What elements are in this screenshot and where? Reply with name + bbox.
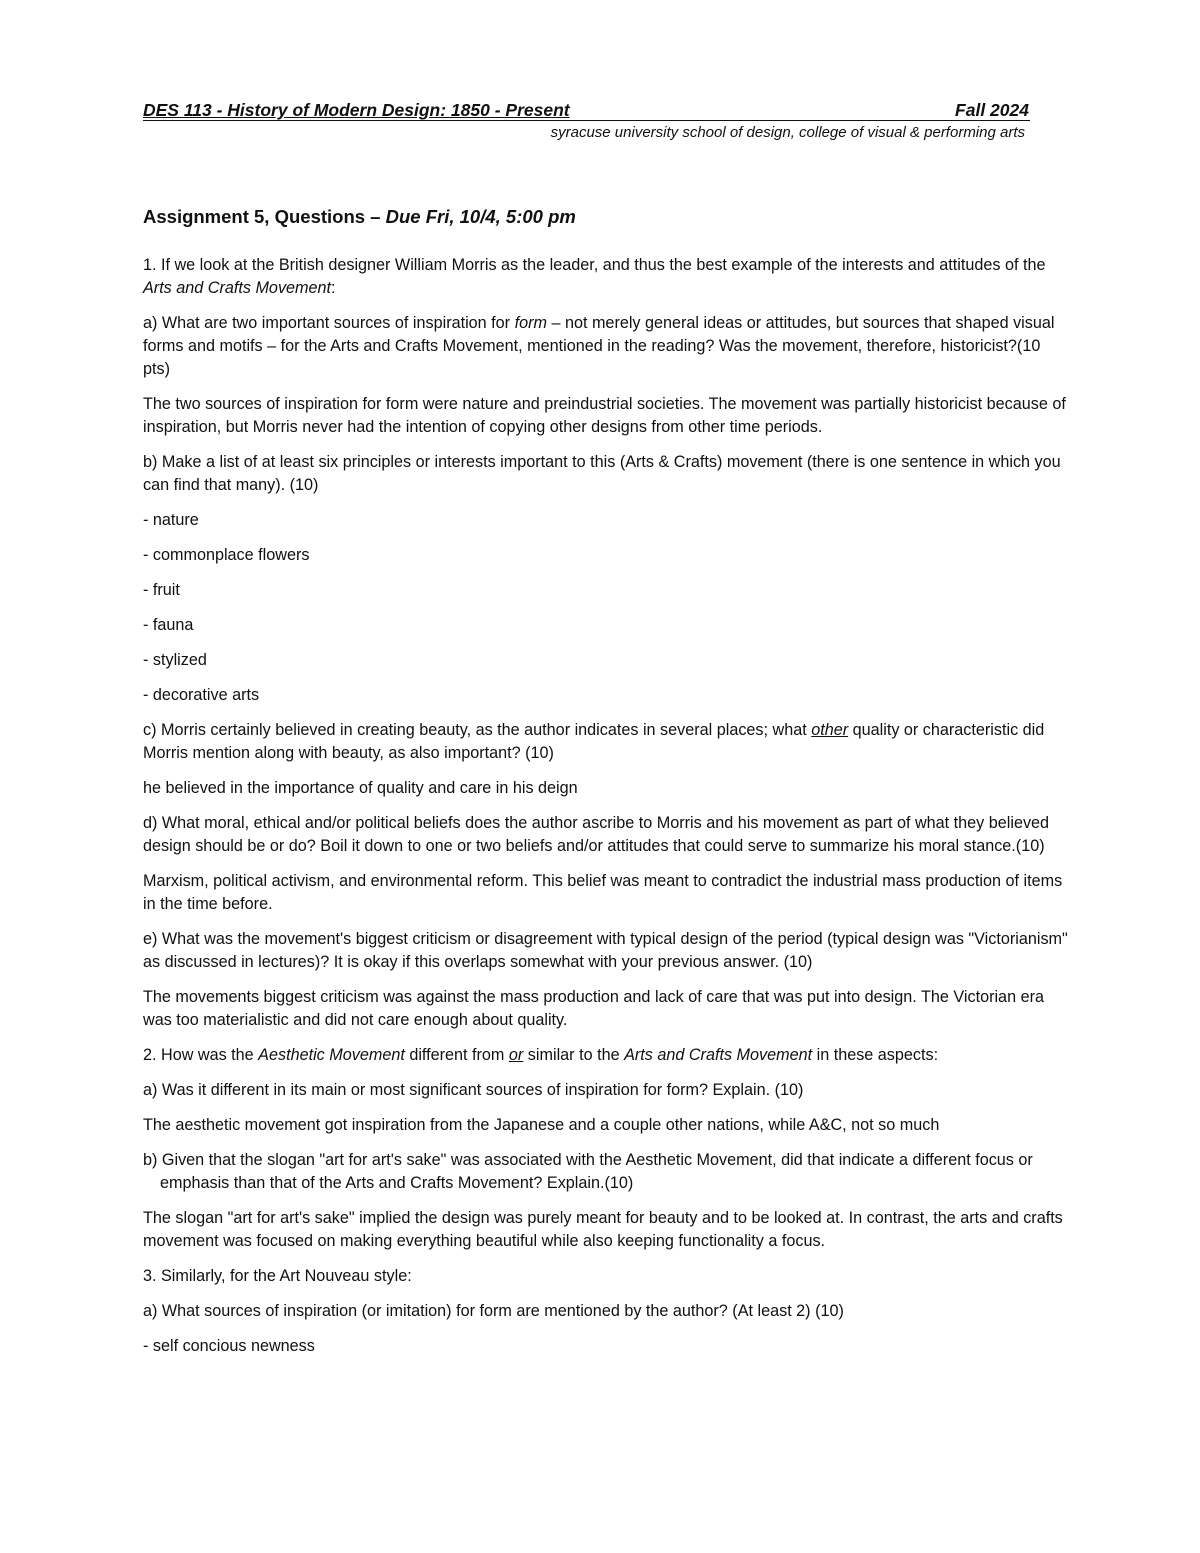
q1a-post: – not merely general ideas or attitudes, but sources that shaped visual forms and motifs – for the Arts and Crafts Movement, mentioned in the reading? Was the movement, therefore, historicist?(10 pts) [143, 314, 1055, 378]
title-main: Assignment 5, Questions – [143, 206, 386, 227]
q2-intro-b: different from [404, 1046, 509, 1064]
q1d-question: d) What moral, ethical and/or political beliefs does the author ascribe to Morris and his movement as part of what they believed design should be or do? Boil it down to one or two beliefs and/or attitudes that could serve to summarize his moral stance.(10) [143, 814, 1050, 855]
q1c-post: quality or characteristic did Morris mention along with beauty, as also important? (10) [143, 721, 1045, 762]
q1c-underlined: other [811, 721, 849, 739]
q1-intro-end: : [331, 279, 336, 297]
q1a-italic: form [514, 314, 547, 332]
q1a-pre: a) What are two important sources of inspiration for [143, 314, 515, 332]
assignment-title [143, 205, 1068, 228]
q2-intro [143, 1044, 1068, 1067]
q3-intro: 3. Similarly, for the Art Nouveau style: [143, 1267, 412, 1285]
q1c-question [143, 719, 1068, 765]
q1e-answer: The movements biggest criticism was against the mass production and lack of care that was put into design. The Victorian era was too materialistic and did not care enough about quality. [143, 988, 1044, 1029]
q3a-question: a) What sources of inspiration (or imitation) for form are mentioned by the author? (At least 2) (10) [143, 1302, 844, 1320]
q2-intro-d: in these aspects: [812, 1046, 939, 1064]
q1c-pre: c) Morris certainly believed in creating beauty, as the author indicates in several places; what [143, 721, 812, 739]
q1-intro-italic: Arts and Crafts Movement [143, 279, 332, 297]
title-due-date: Due Fri, 10/4, 5:00 pm [385, 206, 576, 227]
q1b-list-item: - fauna [143, 616, 194, 634]
q1b-list-item: - stylized [143, 651, 207, 669]
course-title: DES 113 - History of Modern Design: 1850 - Present [143, 100, 570, 120]
q2-intro-italic1: Aesthetic Movement [258, 1046, 405, 1064]
q1a-question [143, 312, 1068, 381]
document-body [143, 205, 1068, 1370]
q1b-question: b) Make a list of at least six principles or interests important to this (Arts & Crafts) movement (there is one sentence in which you can find that many). (10) [143, 453, 1061, 494]
q2-intro-italic2: Arts and Crafts Movement [624, 1046, 813, 1064]
q1a-answer: The two sources of inspiration for form were nature and preindustrial societies. The movement was partially historicist because of inspiration, but Morris never had the intention of copying other designs from other time periods. [143, 395, 1066, 436]
q1d-answer: Marxism, political activism, and environmental reform. This belief was meant to contradict the industrial mass production of items in the time before. [143, 872, 1063, 913]
q2a-question: a) Was it different in its main or most significant sources of inspiration for form? Explain. (10) [143, 1081, 804, 1099]
school-subtitle: syracuse university school of design, college of visual & performing arts [550, 124, 1025, 141]
q1e-question: e) What was the movement's biggest criticism or disagreement with typical design of the period (typical design was "Victorianism" as discussed in lectures)? It is okay if this overlaps somewhat with your previous answer. (10) [143, 930, 1068, 971]
term-label: Fall 2024 [955, 100, 1029, 120]
q1-intro-text: 1. If we look at the British designer William Morris as the leader, and thus the best example of the interests and attitudes of the [143, 256, 1046, 274]
q2-intro-c: similar to the [523, 1046, 625, 1064]
q2b-question: b) Given that the slogan "art for art's sake" was associated with the Aesthetic Movement, did that indicate a different focus or emphasis than that of the Arts and Crafts Movement? Explain.(10) [143, 1151, 1033, 1192]
q2-intro-a: 2. How was the [143, 1046, 259, 1064]
q2a-answer: The aesthetic movement got inspiration from the Japanese and a couple other nations, while A&C, not so much [143, 1116, 940, 1134]
q1-intro [143, 254, 1068, 300]
q1b-list-item: - decorative arts [143, 686, 260, 704]
q1c-answer: he believed in the importance of quality and care in his deign [143, 779, 578, 797]
q3a-answer: - self concious newness [143, 1337, 315, 1355]
q2-intro-or: or [508, 1046, 524, 1064]
q1b-list-item: - nature [143, 511, 199, 529]
q1b-list-item: - commonplace flowers [143, 546, 310, 564]
header-rule [143, 120, 1030, 121]
q1b-list-item: - fruit [143, 581, 180, 599]
q2b-answer: The slogan "art for art's sake" implied the design was purely meant for beauty and to be looked at. In contrast, the arts and crafts movement was focused on making everything beautiful while also keeping functionality a focus. [143, 1209, 1063, 1250]
